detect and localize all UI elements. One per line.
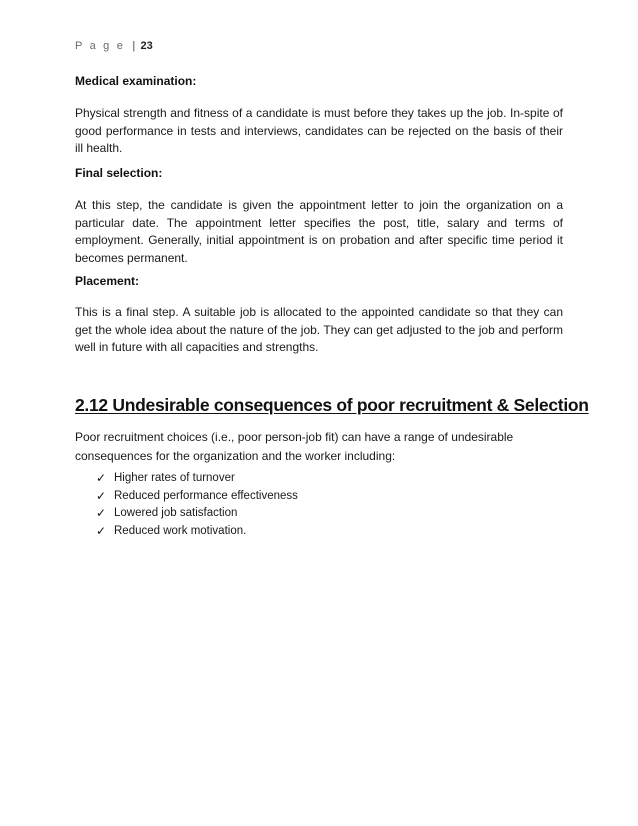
heading-medical-examination: Medical examination: xyxy=(75,74,197,88)
consequences-list xyxy=(96,470,298,540)
page-label: P a g e xyxy=(75,40,126,52)
list-item-label: Lowered job satisfaction xyxy=(114,507,238,519)
list-item xyxy=(96,470,298,488)
list-item-label: Reduced performance effectiveness xyxy=(114,489,298,502)
paragraph-final-selection: At this step, the candidate is given the appointment letter to join the organization on a particular date. The appointment letter specifies the post, title, salary and terms of employment. Generally, initial appointment is on probation and after specific time period it becomes permanent. xyxy=(75,198,563,265)
checkmark-icon: ✓ xyxy=(96,471,107,485)
page-separator: | xyxy=(132,40,136,52)
section-title-undesirable-consequences: 2.12 Undesirable consequences of poor recruitment & Selection xyxy=(75,395,589,415)
checkmark-icon: ✓ xyxy=(96,506,107,520)
checkmark-icon: ✓ xyxy=(96,523,107,538)
checkmark-icon: ✓ xyxy=(96,488,107,503)
heading-placement: Placement: xyxy=(75,274,140,288)
heading-final-selection: Final selection: xyxy=(75,166,163,180)
list-item-label: Higher rates of turnover xyxy=(114,472,235,484)
paragraph-medical-examination: Physical strength and fitness of a candidate is must before they takes up the job. In-spite of good performance in tests and interviews, candidates can be rejected on the basis of their ill health. xyxy=(75,106,563,155)
consequences-intro: Poor recruitment choices (i.e., poor person-job fit) can have a range of undesirable consequences for the organization and the worker including: xyxy=(75,430,514,463)
page-number: 23 xyxy=(140,40,153,52)
list-item xyxy=(96,523,298,541)
list-item xyxy=(96,488,298,506)
list-item-label: Reduced work motivation. xyxy=(114,524,247,537)
list-item xyxy=(96,505,298,523)
page-header xyxy=(75,40,153,52)
paragraph-placement: This is a final step. A suitable job is allocated to the appointed candidate so that they can get the whole idea about the nature of the job. They can get adjusted to the job and perform well in future with all capacities and strengths. xyxy=(75,305,563,354)
